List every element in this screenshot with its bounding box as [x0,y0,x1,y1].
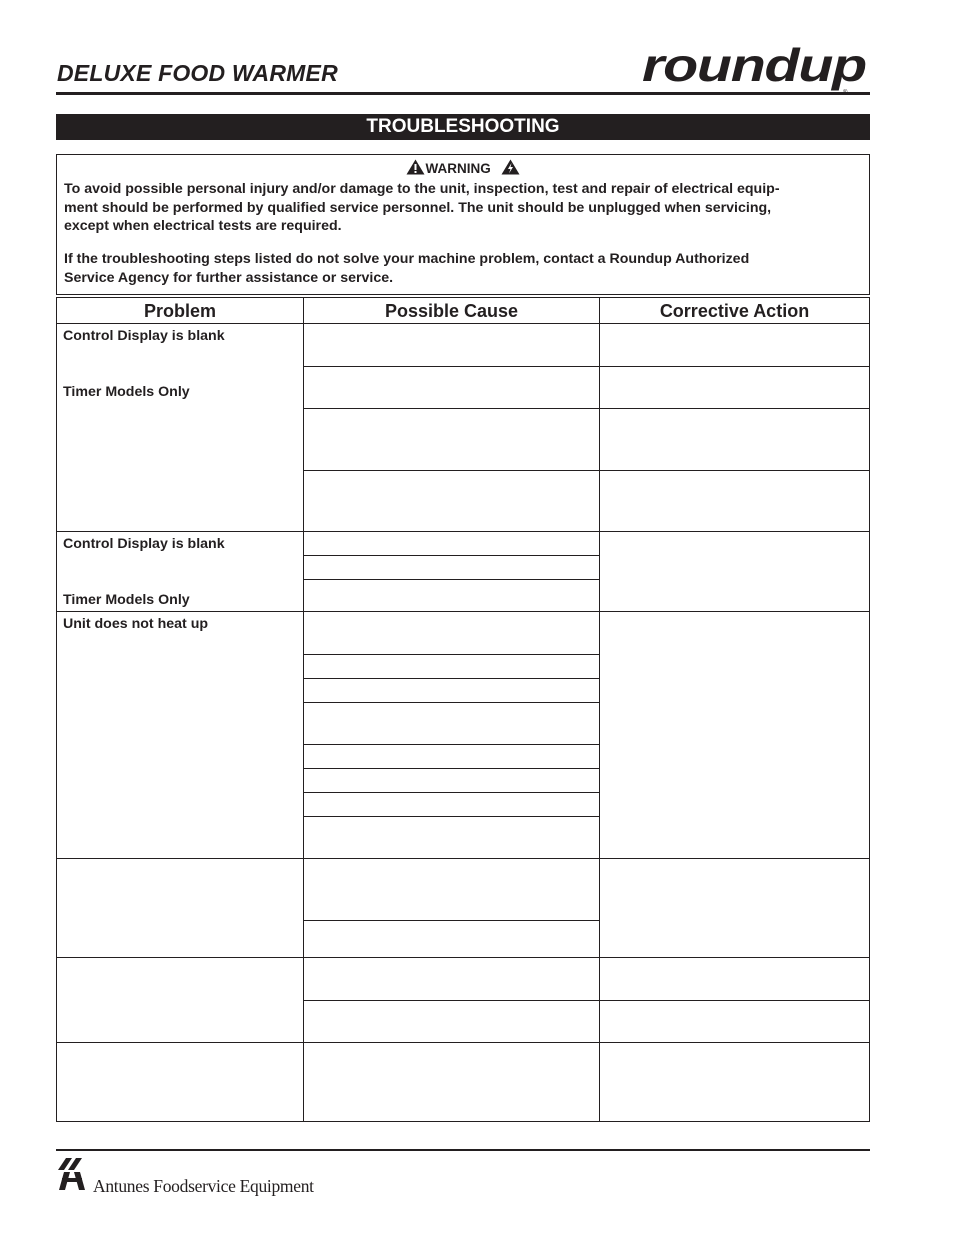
header-rule [56,92,870,95]
section-title: TROUBLESHOOTING [56,114,870,140]
problem-group-divider [56,1042,870,1043]
problem-cell: Control Display is blank [63,328,225,344]
warning-paragraph-2 [64,250,864,287]
warning-line: except when electrical tests are required. [64,218,342,234]
problem-group-divider [56,611,870,612]
cause-row-divider [303,920,599,921]
problem-group-divider [56,531,870,532]
cause-row-divider [303,555,599,556]
footer-company-name: Antunes Foodservice Equipment [93,1176,314,1196]
warning-box [56,154,870,295]
problem-cell: Unit does not heat up [63,616,209,632]
cause-row-divider [303,792,599,793]
roundup-logo [640,44,872,96]
column-header-problem: Problem [143,301,217,321]
sub-row-divider [303,470,870,471]
warning-label: WARNING [425,161,491,176]
warning-line: Service Agency for further assistance or service. [64,269,394,286]
warning-triangle-icon [406,159,425,175]
svg-text:roundup: roundup [642,44,866,91]
sub-row-divider [303,408,870,409]
cause-row-divider [303,579,599,580]
warning-line: If the troubleshooting steps listed do not solve your machine problem, contact a Roundup Authorized [64,251,750,267]
cause-row-divider [303,816,599,817]
electrical-hazard-icon [501,159,520,175]
warning-line: To avoid possible personal injury and/or damage to the unit, inspection, test and repair of electrical equip- [64,181,780,197]
header-row-divider [56,323,870,324]
sub-row-divider [303,366,870,367]
table-border-top [56,297,870,298]
warning-line: ment should be performed by qualified service personnel. The unit should be unplugged when servicing, [64,199,772,216]
antunes-logo [56,1156,86,1192]
problem-cell: Control Display is blank [63,536,225,552]
problem-note: Timer Models Only [63,592,190,608]
problem-group-divider [56,957,870,958]
cause-row-divider [303,654,599,655]
table-border-bottom [56,1121,870,1122]
footer-rule [56,1149,870,1151]
problem-note: Timer Models Only [63,384,190,400]
sub-row-divider [303,1000,870,1001]
document-title: DELUXE FOOD WARMER [57,60,338,86]
column-divider [599,297,600,1122]
warning-paragraph-1 [64,180,864,236]
table-border-right [869,297,870,1122]
column-header-corrective-action: Corrective Action [659,301,810,321]
cause-row-divider [303,678,599,679]
column-divider [303,297,304,1122]
table-border-left [56,297,57,1122]
cause-row-divider [303,702,599,703]
problem-group-divider [56,858,870,859]
cause-row-divider [303,768,599,769]
warning-header [57,159,869,178]
cause-row-divider [303,744,599,745]
column-header-possible-cause: Possible Cause [384,301,519,321]
